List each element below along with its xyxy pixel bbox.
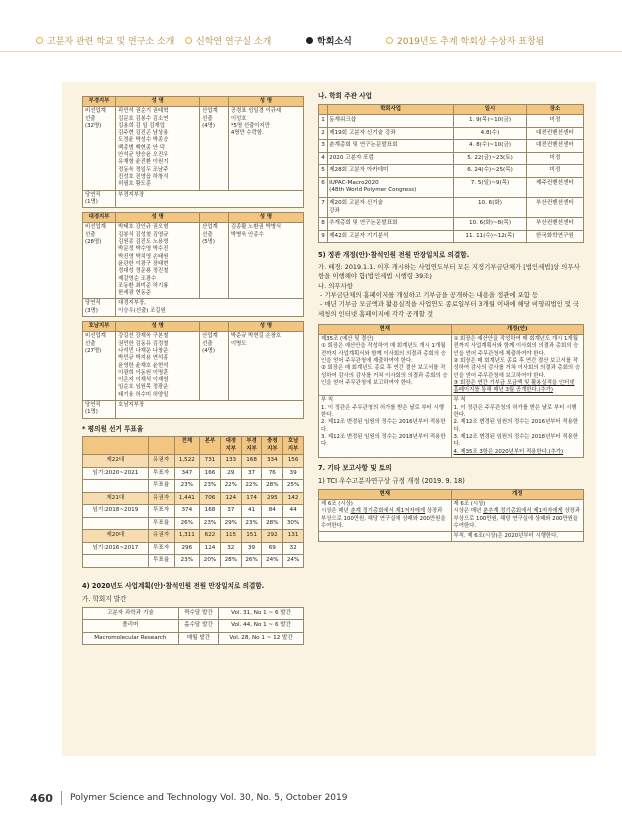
officer-names: 박태호 강인규 권오형 김봉식 김성철 김영규 김원종 김진도 노용영 박문정 박수영 박수진 박진영 박치영 손태원 윤관한 이광구 장태현 정대성 정운룡 정진철 제갈영순 조광수 조동환 최미준 하기룡 한세광 현동준 [116, 223, 200, 299]
vote-cell: 133 [220, 455, 241, 468]
events-cell: 미정 [526, 115, 583, 128]
vote-table [82, 436, 304, 568]
events-cell: 2020 고분자 포럼 [328, 152, 454, 165]
events-cell: 10. 6(화) [454, 198, 527, 218]
vote-cell: 84 [262, 505, 283, 518]
vote-cell: 투표자 [148, 505, 174, 518]
events-cell: 5. 22(금)~23(토) [454, 152, 527, 165]
tci-header-current: 현재 [319, 489, 452, 499]
tci-new-underlined: 춘추계 정기총회에서 제1저자에게 [482, 508, 563, 515]
vote-cell: 1,522 [174, 455, 200, 468]
tci-current-cell [319, 499, 452, 531]
vote-cell: 296 [174, 542, 200, 555]
vote-cell: 168 [241, 455, 262, 468]
circle-bullet-icon [185, 37, 192, 44]
events-row [319, 115, 584, 128]
events-row [319, 230, 584, 243]
officer-names: 곽민석 권순기 권태혁 김문호 김봉수 김소연 김용희 김 일 김재업 김주현 김진곤 남상용 도정윤 박성수 박종승 백종범 백현종 안 덕 안석균 양승윤 오진우 유재형 윤진환 이원기 정동욱 정일두 조남주 진성호 진영읍 하창식 허필호 황도훈 [116, 107, 200, 190]
tci-current-post: 상장과 부상으로 100만원, 해당 연구실에 상패와 200만원을 수여한다. [321, 508, 448, 529]
vote-cell: 174 [241, 492, 262, 505]
vote-cell: 292 [262, 530, 283, 543]
vote-cell: 37 [220, 505, 241, 518]
events-header-cell: 학회사업 [328, 104, 454, 114]
vote-cell: 41 [241, 505, 262, 518]
vote-cell: 투표자 [148, 467, 174, 480]
vote-header-cell: 대경 지부 [220, 437, 241, 455]
events-cell: 4. 8(수)~10(금) [454, 140, 527, 153]
tci-table [318, 489, 584, 543]
events-cell: 1 [319, 115, 328, 128]
officer-header-cell [200, 322, 229, 332]
officer-group-label: 당연직 (3명) [83, 299, 116, 317]
vote-cell: 1,441 [174, 492, 200, 505]
circle-bullet-icon [36, 37, 43, 44]
vote-row [83, 480, 304, 493]
amend-new-bylaw: 부 칙 1. 이 정관은 주무관청의 허가를 받은 날로 부터 시행한다. 2. 제12조 변경된 임원의 정수는 2016년부터 적용한다. 3. 제12조 변경된 임원의 정수는 2018년부터 적용한다. [453, 397, 579, 448]
events-cell: 제20회 고분자 신기술 강좌 [328, 198, 454, 218]
events-cell: 대전컨벤션센터 [526, 127, 583, 140]
events-cell: 동계워크샵 [328, 115, 454, 128]
vote-row [83, 455, 304, 468]
officer-table [82, 321, 304, 419]
events-row [319, 198, 584, 218]
events-cell: 추계총회 및 연구논문발표회 [328, 218, 454, 231]
vote-cell: 731 [200, 455, 221, 468]
events-cell: 7 [319, 198, 328, 218]
vote-row [83, 467, 304, 480]
events-row [319, 177, 584, 197]
events-cell: 3 [319, 140, 328, 153]
officer-group-label: 비선업계 선출 (32명) [83, 107, 116, 190]
vote-cell: 28% [220, 555, 241, 568]
vote-cell: 69 [262, 542, 283, 555]
vote-row [83, 555, 304, 568]
events-row [319, 127, 584, 140]
events-table [318, 104, 584, 243]
vote-cell: 76 [262, 467, 283, 480]
officer-names: 대경지부장, 이승우(선출) 조길원 [116, 299, 304, 317]
events-header-cell [319, 104, 328, 114]
vote-cell: 44 [283, 505, 304, 518]
vote-cell: 29 [220, 467, 241, 480]
officer-tables [82, 96, 304, 419]
officer-names: 강길선 강재욱 구본철 권민한 김동유 김정철 나석민 나재운 나창운 박민규 박지용 연석흥 윤영한 윤재호 윤현석 이광희 이동원 이명훈 이은지 이재석 이재영 임순호 임원목 정광운 태기융 허수미 허양일 [116, 332, 200, 401]
vote-empty [83, 517, 149, 530]
vote-cell: 22% [220, 480, 241, 493]
vote-cell: 23% [174, 555, 200, 568]
vote-cell: 투표율 [148, 480, 174, 493]
journal-row [83, 632, 304, 645]
vote-cell: 168 [200, 505, 221, 518]
vote-cell: 156 [283, 455, 304, 468]
sec7-subtitle: 1) TCI 우수고분자연구상 규정 개정 (2019. 9. 18) [318, 476, 465, 485]
events-cell: 부산컨벤션센터 [526, 218, 583, 231]
officer-header-cell [200, 97, 229, 107]
vote-cell: 28% [262, 517, 283, 530]
vote-cell: 23% [200, 480, 221, 493]
vote-cell: 29% [220, 517, 241, 530]
nav-item-labs[interactable]: 신학연 연구실 소개 [185, 34, 271, 47]
officer-group-label: 당연직 (1명) [83, 400, 116, 418]
vote-cell: 32 [283, 542, 304, 555]
events-cell: 미정 [526, 152, 583, 165]
events-cell: 7. 5(일)~9(목) [454, 177, 527, 197]
journal-cell: 매월 발간 [178, 632, 219, 645]
events-cell: 미정 [526, 165, 583, 178]
vote-title: * 평의원 선거 투표율 [82, 424, 144, 433]
vote-header-cell: 호남 지부 [283, 437, 304, 455]
top-navigation [0, 0, 622, 52]
officer-names: 공경표 성일경 이규세 이성호 *5명 선출이지만 4명만 수락함. [228, 107, 303, 190]
tci-current-empty [319, 532, 452, 542]
nav-item-awards[interactable]: 2019년도 추계 학회상 수상자 표창됨 [386, 34, 544, 47]
amendment-table [318, 324, 584, 458]
journal-cell: 폴리머 [83, 620, 179, 633]
vote-cell: 23% [174, 480, 200, 493]
vote-cell: 23% [241, 517, 262, 530]
events-cell: 5 [319, 165, 328, 178]
vote-header-cell: 본부 [200, 437, 221, 455]
officer-group-label: 비선업계 선출 (28명) [83, 223, 116, 299]
sec5-paragraph: 가. 배경: 2019.1.1. 이후 개시하는 사업연도부터 모든 지정기부금단체가 [법인세법]상 의무사항을 이행해야 함(법인세법 시행령 39조) 나. 의무사항 - 기부금단체의 홈페이지를 개설하고 기부금을 공개하는 내용을 정관에 포함 등 - 매년 기부금 모금액과 활용실적을 사업연도 종료일부터 3개월 이내에 해당 비영리법인 및 국세청의 인터넷 홈페이지에 각각 공개할 것 [318, 263, 580, 318]
vote-cell: 115 [220, 530, 241, 543]
officer-header-cell [200, 213, 229, 223]
events-cell: 6. 24(수)~25(목) [454, 165, 527, 178]
amend-new-added: ③ 회장은 연간 기부금 모금액 및 활용실적을 인터넷 홈페이지를 통해 매년 3월 공개한다.(추가) [453, 379, 575, 394]
journal-row [83, 620, 304, 633]
events-cell: IUPAC-Macro2020 (48th World Polymer Congress) [328, 177, 454, 197]
events-cell: 제주컨벤션센터 [526, 177, 583, 197]
amend-new-bylaw-added: 4. 제35조 3항은 2020년부터 적용한다.(추가) [453, 448, 564, 455]
officer-header-cell: 부경지부 [83, 97, 116, 107]
events-cell: 1. 9(목)~10(금) [454, 115, 527, 128]
vote-cell: 25% [283, 480, 304, 493]
tci-current-pre: 제 6조 (시상) 시상은 매년 [321, 500, 353, 515]
vote-empty [83, 555, 149, 568]
sec4-title: 4) 2020년도 사업계획(안)·참석인원 전원 만장일치로 의결함. [82, 581, 265, 590]
events-cell: 4.8(수) [454, 127, 527, 140]
amend-new-text: ① 회장은 예산안을 작성하여 매 회계년도 개시 1개월 전까지 사업계획서와 함께 이사회의 의결과 총회의 승인을 얻어 주무관청에 제출하여야 한다. ② 회장은 매 회계년도 종료 후 연간 결산 보고서를 작성하여 감사의 감사를 거쳐 이사회의 의결과 총회의 승인을 얻어 주무관청에 보고하여야 한다. [453, 336, 581, 379]
journal-row [83, 607, 304, 620]
vote-cell: 124 [200, 542, 221, 555]
vote-cell: 28% [262, 480, 283, 493]
tci-new-bylaw: 부칙. 제 6조(시상)은 2020년부터 시행한다. [451, 532, 584, 542]
officer-table [82, 96, 304, 208]
vote-cell: 투표율 [148, 517, 174, 530]
officer-group-label: 비선업계 선출 (27명) [83, 332, 116, 401]
vote-period: 임기:2018~2019 [83, 505, 149, 518]
right-column [318, 88, 584, 542]
vote-term: 제20대 [83, 530, 149, 543]
nav-item-schools[interactable]: 고분자 관련 학교 및 연구소 소개 [36, 34, 174, 47]
vote-cell: 유권자 [148, 455, 174, 468]
footer-divider [61, 791, 62, 805]
tci-new-pre: 제 6조 (시상) 시상은 매년 [453, 500, 486, 515]
vote-cell: 166 [200, 467, 221, 480]
amend-header-new: 개정(안) [451, 324, 584, 334]
page-number: 460 [30, 791, 53, 805]
events-cell: 4 [319, 152, 328, 165]
vote-cell: 투표자 [148, 542, 174, 555]
journal-cell: Vol. 44, No 1 ~ 6 발간 [219, 620, 304, 633]
vote-row [83, 530, 304, 543]
events-cell: 제42회 고분자 기기분석 [328, 230, 454, 243]
vote-row [83, 492, 304, 505]
circle-bullet-icon [386, 37, 393, 44]
amend-new-cell [451, 335, 584, 396]
sec7-title: 7. 기타 보고사항 및 토의 [318, 463, 392, 472]
vote-row [83, 542, 304, 555]
amend-new-bylaw-cell [451, 396, 584, 457]
vote-cell: 24% [262, 555, 283, 568]
journal-cell: 고분자 과학과 기술 [83, 607, 179, 620]
vote-cell: 유권자 [148, 530, 174, 543]
amend-header-current: 현재 [319, 324, 452, 334]
journal-citation: Polymer Science and Technology Vol. 30, No. 5, October 2019 [69, 793, 348, 803]
events-cell: 9 [319, 230, 328, 243]
vote-cell: 30% [283, 517, 304, 530]
vote-cell: 334 [262, 455, 283, 468]
sec4-subtitle: 가. 학회지 발간 [82, 594, 127, 603]
events-cell: 춘계총회 및 연구논문발표회 [328, 140, 454, 153]
officer-names: 부경지부장 [116, 190, 304, 208]
events-cell: 대전컨벤션센터 [526, 140, 583, 153]
tci-current-underlined: 춘계 정기총회에서 제1저자에게 [350, 508, 426, 515]
officer-group-label: 산업계 선출 (4명) [200, 107, 229, 190]
vote-row [83, 505, 304, 518]
vote-cell: 유권자 [148, 492, 174, 505]
vote-row [83, 517, 304, 530]
vote-cell: 24% [283, 555, 304, 568]
vote-cell: 622 [200, 530, 221, 543]
events-row [319, 140, 584, 153]
vote-cell: 39 [283, 467, 304, 480]
officer-table [82, 212, 304, 317]
vote-cell: 347 [174, 467, 200, 480]
vote-cell: 37 [241, 467, 262, 480]
officer-header-cell: 성 명 [116, 322, 200, 332]
vote-period: 임기:2020~2021 [83, 467, 149, 480]
journal-cell: Vol. 31, No 1 ~ 6 발간 [219, 607, 304, 620]
events-cell: 10. 6(화)~8(목) [454, 218, 527, 231]
vote-cell: 22% [241, 480, 262, 493]
events-cell: 2 [319, 127, 328, 140]
officer-header-cell: 호남지부 [83, 322, 116, 332]
journal-table [82, 607, 304, 646]
circle-bullet-icon [306, 37, 313, 44]
officer-group-label: 산업계 선출 (5명) [200, 223, 229, 299]
vote-cell: 374 [174, 505, 200, 518]
vote-cell: 124 [220, 492, 241, 505]
officer-names: 박준규 박현길 손창호 이병도 [228, 332, 303, 401]
vote-cell: 32 [220, 542, 241, 555]
events-cell: 제19회 고분자 신기술 강좌 [328, 127, 454, 140]
events-row [319, 218, 584, 231]
vote-header-cell: 전체 [174, 437, 200, 455]
sec5-title: 5) 정관 개정(안)·참석인원 전원 만장일치로 의결함. [318, 251, 470, 260]
vote-cell: 39 [241, 542, 262, 555]
vote-cell: 26% [174, 517, 200, 530]
journal-cell: 짝수달 발간 [178, 607, 219, 620]
officer-names: 김종활 노환권 박병식 박병욱 안종수 [228, 223, 303, 299]
journal-cell: Macromolecular Research [83, 632, 179, 645]
vote-header-cell: 부경 지부 [241, 437, 262, 455]
vote-cell: 151 [241, 530, 262, 543]
page-footer [30, 791, 347, 805]
events-cell: 부산컨벤션센터 [526, 198, 583, 218]
officer-group-label: 산업계 선출 (4명) [200, 332, 229, 401]
events-cell: 한국화학연구원 [526, 230, 583, 243]
officer-group-label: 당연직 (1명) [83, 190, 116, 208]
officer-header-cell: 성 명 [228, 97, 303, 107]
officer-header-cell: 성 명 [228, 322, 303, 332]
officer-header-cell: 성 명 [116, 213, 200, 223]
amend-current-text: 제35조 (예산 및 결산) ① 회장은 예산안을 작성하여 매 회계년도 개시 1개월 전까지 사업계획서와 함께 이사회의 의결과 총회의 승인을 얻어 주무관청에 제출하여야 한다. ② 회장은 매 회계년도 종료 후 연간 결산 보고서를 작성하여 감사의 감사를 거쳐 이사회의 의결과 총회의 승인을 얻어 주무관청에 보고하여야 한다. [319, 335, 452, 396]
vote-header-cell [83, 437, 149, 455]
officer-header-cell: 성 명 [228, 213, 303, 223]
nav-item-news[interactable]: 학회소식 [306, 34, 352, 47]
journal-cell: 홀수달 발간 [178, 620, 219, 633]
vote-empty [83, 480, 149, 493]
vote-term: 제22대 [83, 455, 149, 468]
vote-cell: 23% [200, 517, 221, 530]
tci-new-post: 상장과 부상으로 100만원, 해당 연구실에 상패와 200만원을 수여한다. [453, 508, 582, 529]
vote-cell: 131 [283, 530, 304, 543]
vote-cell: 295 [262, 492, 283, 505]
events-header-cell: 장소 [526, 104, 583, 114]
vote-cell: 투표율 [148, 555, 174, 568]
events-row [319, 165, 584, 178]
vote-header-cell [148, 437, 174, 455]
events-cell: 8 [319, 218, 328, 231]
events-cell: 11. 11(수)~12(목) [454, 230, 527, 243]
events-cell: 제28회 고분자 아카데미 [328, 165, 454, 178]
events-row [319, 152, 584, 165]
vote-header-cell: 충청 지부 [262, 437, 283, 455]
vote-cell: 706 [200, 492, 221, 505]
officer-names: 호남지부장 [116, 400, 304, 418]
events-header-cell: 일시 [454, 104, 527, 114]
vote-cell: 20% [200, 555, 221, 568]
vote-cell: 1,311 [174, 530, 200, 543]
vote-cell: 26% [241, 555, 262, 568]
vote-cell: 142 [283, 492, 304, 505]
tci-header-new: 개정 [451, 489, 584, 499]
vote-term: 제21대 [83, 492, 149, 505]
tci-new-cell [451, 499, 584, 531]
amend-current-bylaw: 부 칙 1. 이 정관은 주무관청의 허가를 받은 날로 부터 시행한다. 2. 제12조 변경된 임원의 정수는 2016년부터 적용한다. 3. 제12조 변경된 임원의 정수는 2018년부터 적용한다. [319, 396, 452, 457]
journal-cell: Vol. 28, No 1 ~ 12 발간 [219, 632, 304, 645]
officer-header-cell: 성 명 [116, 97, 200, 107]
officer-header-cell: 대경지부 [83, 213, 116, 223]
vote-period: 임기:2016~2017 [83, 542, 149, 555]
left-column [82, 96, 304, 645]
events-cell: 6 [319, 177, 328, 197]
events-title: 나. 학회 주관 사업 [318, 92, 372, 100]
